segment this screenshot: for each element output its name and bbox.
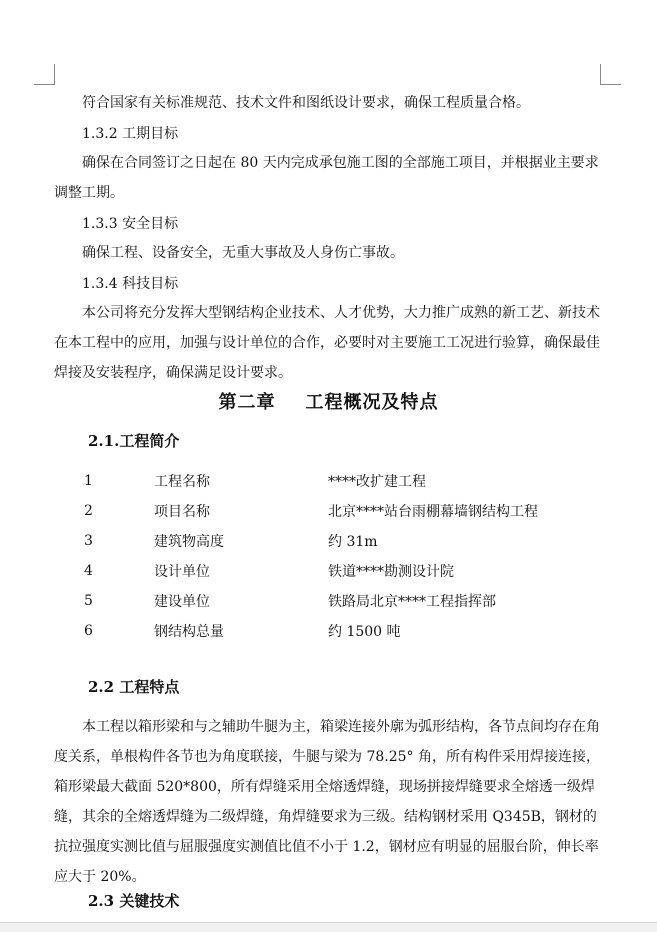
overview-row-label: 钢结构总量 xyxy=(154,624,224,640)
overview-row-number: 1 xyxy=(84,473,93,489)
overview-row xyxy=(84,496,538,526)
schedule-goal-heading: 1.3.2 工期目标 xyxy=(82,126,179,142)
safety-goal-text: 确保工程、设备安全，无重大事故及人身伤亡事故。 xyxy=(82,245,404,261)
overview-row-value: 北京****站台雨棚幕墙钢结构工程 xyxy=(328,504,538,520)
overview-row-value: 约 31m xyxy=(328,534,378,550)
overview-row-value: 约 1500 吨 xyxy=(328,624,401,640)
features-text: 本工程以箱形梁和与之辅助牛腿为主，箱梁连接外廓为弧形结构，各节点间均存在角度关系，单根构件各节也为角度联接，牛腿与梁为 78.25° 角，所有构件采用焊接连接，箱形梁最大截面 520*800，所有焊缝采用全熔透焊缝，现场拼接焊缝要求全熔透一级焊缝，其余的全熔透焊缝为二级焊缝，角焊缝要求为三级。结构钢材采用 Q345B，钢材的抗拉强度实测比值与屈服强度实测值比值不小于 1.2，钢材应有明显的屈服台阶，伸长率应大于 20%。 xyxy=(54,719,600,885)
overview-row-number: 3 xyxy=(84,533,93,549)
overview-row xyxy=(84,616,538,646)
quality-goal-tail: 符合国家有关标准规范、技术文件和图纸设计要求，确保工程质量合格。 xyxy=(82,95,530,111)
overview-row-number: 4 xyxy=(84,563,93,579)
overview-row-number: 2 xyxy=(84,503,93,519)
overview-row-value: 铁道****勘测设计院 xyxy=(328,564,454,580)
page-corner-mark-right xyxy=(600,64,621,85)
key-tech-section-title: 2.3 关键技术 xyxy=(88,892,180,910)
overview-row-value: ****改扩建工程 xyxy=(328,474,426,490)
project-overview-table xyxy=(84,466,538,646)
overview-row-number: 5 xyxy=(84,593,93,609)
overview-row-label: 工程名称 xyxy=(154,474,210,490)
overview-row-label: 项目名称 xyxy=(154,504,210,520)
schedule-goal-text: 确保在合同签订之日起在 80 天内完成承包施工图的全部施工项目，并根据业主要求调整工期。 xyxy=(54,155,599,201)
overview-row-label: 建设单位 xyxy=(154,594,210,610)
chapter-number: 第二章 xyxy=(218,392,276,413)
safety-goal-heading: 1.3.3 安全目标 xyxy=(82,216,179,232)
overview-row xyxy=(84,526,538,556)
tech-goal-text: 本公司将充分发挥大型钢结构企业技术、人才优势，大力推广成熟的新工艺、新技术在本工程中的应用，加强与设计单位的合作，必要时对主要施工工况进行验算，确保最佳焊接及安装程序，确保满足设计要求。 xyxy=(54,305,600,381)
overview-row-value: 铁路局北京****工程指挥部 xyxy=(328,594,496,610)
overview-row-label: 建筑物高度 xyxy=(154,534,224,550)
overview-row xyxy=(84,586,538,616)
features-section-title: 2.2 工程特点 xyxy=(88,678,180,696)
overview-row xyxy=(84,466,538,496)
overview-row-label: 设计单位 xyxy=(154,564,210,580)
page-corner-mark-left xyxy=(34,64,55,85)
tech-goal-heading: 1.3.4 科技目标 xyxy=(82,276,179,292)
overview-row xyxy=(84,556,538,586)
overview-section-title: 2.1.工程简介 xyxy=(88,432,180,450)
chapter-heading xyxy=(0,388,657,414)
chapter-title: 工程概况及特点 xyxy=(305,392,439,413)
overview-row-number: 6 xyxy=(84,623,93,639)
